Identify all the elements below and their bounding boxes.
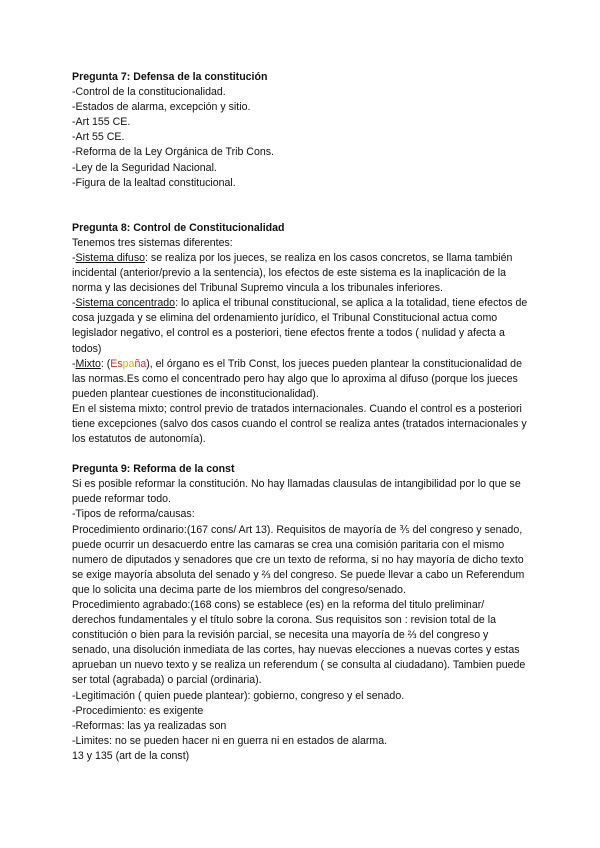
paragraph-closing: En el sistema mixto; control previo de tratados internacionales. Cuando el control es a posteriori tiene excepciones (salvo dos casos cuando el control se realiza antes (tratados internacionales y los estatutos de autonomía). [72, 402, 527, 446]
list-item: -Estados de alarma, excepción y sitio. [72, 101, 251, 114]
paragraph-text: ), el órgano es el Trib Const, los jueces pueden plantear la constitucionalidad de las normas.Es como el concentrado pero hay algo que lo aproxima al difuso (porque los jueces pueden plantear cuestiones de inconstitucionalidad). [72, 357, 522, 400]
dash: - [72, 357, 76, 370]
list-item: -Ley de la Seguridad Nacional. [72, 161, 217, 174]
section-heading: Pregunta 7: Defensa de la constitución [72, 71, 268, 83]
paragraph-sistema-difuso [72, 251, 528, 296]
section-pregunta-9 [72, 462, 528, 764]
espana-yellow: pa [122, 357, 135, 370]
paragraph-text: : lo aplica el tribunal constitucional, se aplica a la totalidad, tiene efectos de cosa juzgada y se elimina del ordenamiento jurídico, el Tribunal Constitucional actua como legislador negativo, el control es a posteriori, tiene efectos frente a todos ( nulidad y afecta a todos) [72, 297, 528, 355]
list-item: -Reforma de la Ley Orgánica de Trib Cons. [72, 146, 274, 159]
paragraph-text: : se realiza por los jueces, se realiza en los casos concretos, se llama también incidental (anterior/previo a la sentencia), los efectos de este sistema es la inaplicación de la norma y las decisiones del Tribunal Supremo vincula a los tribunales inferiores. [72, 251, 513, 295]
espana-red-2: ña [134, 357, 147, 370]
section-pregunta-8 [72, 221, 528, 447]
list-item: 13 y 135 (art de la const) [72, 749, 190, 762]
list-item: -Art 55 CE. [72, 131, 125, 144]
section-heading: Pregunta 9: Reforma de la const [72, 463, 235, 476]
term-sistema-concentrado: Sistema concentrado [75, 297, 176, 310]
paragraph-procedimiento-ordinario: Procedimiento ordinario:(167 cons/ Art 13). Requisitos de mayoría de ⅗ del congreso y senado, puede ocurrir un desacuerdo entre las camaras se crea una comisión paritaria con el mismo numero de diputados y senadores que cre un texto de reforma, si no hay mayoría de dicho texto se exige mayoría absoluta del senado y ⅔ del congreso. Se puede llevar a cabo un Referendum que lo solicita una decima parte de los miembros del congreso/senado. [72, 523, 525, 596]
paren-open: : ( [100, 357, 111, 370]
list-item: -Figura de la lealtad constitucional. [72, 176, 236, 189]
document-page [72, 70, 528, 764]
espana-red-1: Es [110, 357, 123, 370]
term-sistema-difuso: Sistema difuso [75, 251, 146, 264]
list-item: -Art 155 CE. [72, 116, 131, 129]
list-item: -Reformas: las ya realizadas son [72, 719, 227, 732]
list-item: -Procedimiento: es exigente [72, 704, 204, 717]
paragraph-procedimiento-agravado: Procedimiento agrabado:(168 cons) se establece (es) en la reforma del titulo preliminar/ derechos fundamentales y el título sobre la corona. Sus requisitos son : revision total de la constitución o bien para la revisión parcial, se necesita una mayoría de ⅔ del congreso y senado, una disolución inmediata de las cortes, hay nuevas elecciones a nuevas cortes y estas aprueban un nuevo texto y se realiza un referendum ( se consulta al ciudadano). Tambien puede ser total (agrabada) o parcial (ordinaria). [72, 599, 526, 687]
section-heading: Pregunta 8: Control de Constitucionalidad [72, 221, 285, 234]
dash: - [72, 297, 76, 310]
intro-text: Si es posible reformar la constitución. No hay llamadas clausulas de intangibilidad por lo que se puede reformar todo. [72, 478, 521, 506]
list-item: -Limites: no se pueden hacer ni en guerra ni en estados de alarma. [72, 734, 388, 747]
list-item: -Control de la constitucionalidad. [72, 86, 226, 99]
term-mixto: Mixto [75, 357, 101, 370]
list-item: -Tipos de reforma/causas: [72, 508, 195, 521]
paragraph-sistema-concentrado [72, 296, 528, 356]
list-item: -Legitimación ( quien puede plantear): gobierno, congreso y el senado. [72, 689, 405, 702]
dash: - [72, 251, 76, 264]
section-pregunta-7 [72, 70, 528, 191]
intro-text: Tenemos tres sistemas diferentes: [72, 236, 233, 249]
paragraph-mixto [72, 357, 528, 402]
